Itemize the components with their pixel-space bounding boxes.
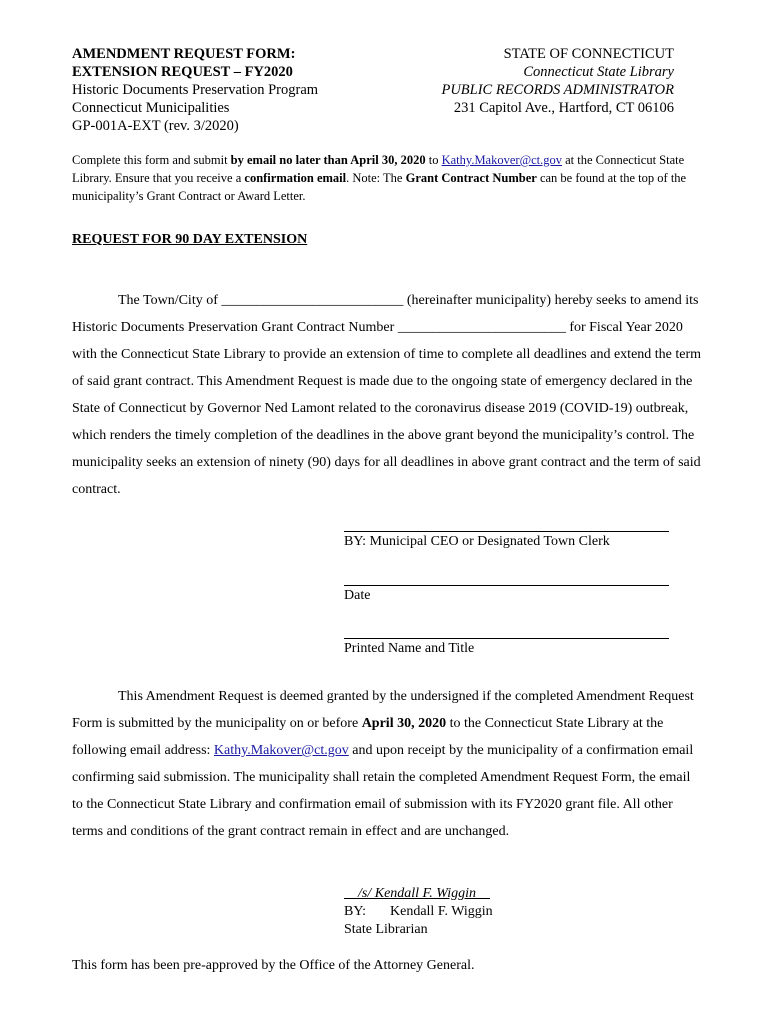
date-line[interactable] (344, 585, 669, 586)
instructions-text: Complete this form and submit (72, 153, 231, 167)
form-subtitle: EXTENSION REQUEST – FY2020 (72, 64, 293, 80)
granted-paragraph (72, 683, 702, 845)
by-label: BY: (344, 904, 367, 919)
paragraph-text: This Amendment Request is deemed granted by the undersigned if the completed Amendment Request Form is submitted by the municipality on or before (72, 689, 694, 731)
ceo-signature-label: BY: Municipal CEO or Designated Town Clerk (344, 534, 610, 549)
section-title: REQUEST FOR 90 DAY EXTENSION (72, 232, 308, 247)
agency-address: 231 Capitol Ave., Hartford, CT 06106 (453, 100, 674, 116)
paragraph-text: to the Connecticut State Library at the following email address: (72, 716, 664, 758)
signature-text: /s/ Kendall F. Wiggin (358, 886, 476, 901)
printed-name-label: Printed Name and Title (344, 641, 475, 656)
municipalities-label: Connecticut Municipalities (72, 100, 230, 116)
paragraph-text: (hereinafter municipality) hereby seeks to amend its Historic Documents Preservation Grant Contract Number (72, 293, 699, 335)
paragraph-text: for Fiscal Year 2020 with the Connecticut State Library to provide an extension of time to complete all deadlines and extend the term of said grant contract. This Amendment Request is made due to the ongoing state of emergency declared in the State of Connecticut by Governor Ned Lamont related to the coronavirus disease 2019 (COVID-19) outbreak, which renders the timely completion of the deadlines in the above grant beyond the municipality’s control. The municipality seeks an extension of ninety (90) days for all deadlines in above grant contract and the term of said contract. (72, 320, 702, 497)
footer-note: This form has been pre-approved by the Office of the Attorney General. (72, 958, 475, 973)
deadline-text: by email no later than April 30, 2020 (230, 153, 426, 167)
signer-name: Kendall F. Wiggin (390, 904, 493, 919)
printed-name-line[interactable] (344, 638, 669, 639)
instructions-text: . Note: The (346, 171, 406, 185)
instructions-text: to (425, 153, 442, 167)
ceo-signature-line[interactable] (344, 531, 669, 532)
confirmation-email-text: confirmation email (244, 171, 347, 185)
form-code: GP-001A-EXT (rev. 3/2020) (72, 118, 239, 134)
instructions-text: can be found at the top of the municipality’s Grant Contract or Award Letter. (72, 171, 687, 203)
instructions-text: at the Connecticut State Library. Ensure that you receive a (72, 153, 685, 185)
request-paragraph (72, 287, 702, 503)
program-name: Historic Documents Preservation Program (72, 82, 319, 98)
date-label: Date (344, 588, 371, 603)
paragraph-text: and upon receipt by the municipality of a confirmation email confirming said submission. The municipality shall retain the completed Amendment Request Form, the email to the Connecticut State Library and confirmation email of submission with its FY2020 grant file. All other terms and conditions of the grant contract remain in effect and are unchanged. (72, 743, 694, 839)
state-name: STATE OF CONNECTICUT (503, 46, 674, 62)
instructions (72, 151, 702, 205)
signature (344, 885, 493, 903)
email-link[interactable]: Kathy.Makover@ct.gov (441, 153, 562, 167)
email-link[interactable]: Kathy.Makover@ct.gov (213, 743, 349, 758)
signer-title: State Librarian (344, 922, 428, 937)
library-name: Connecticut State Library (523, 64, 674, 80)
form-header (72, 45, 318, 135)
grant-contract-number-text: Grant Contract Number (405, 171, 537, 185)
form-title: AMENDMENT REQUEST FORM: (72, 46, 296, 62)
town-city-blank[interactable]: __________________________ (221, 293, 404, 308)
deadline-date: April 30, 2020 (361, 716, 447, 731)
administrator-title: PUBLIC RECORDS ADMINISTRATOR (441, 82, 674, 98)
grant-contract-number-blank[interactable]: ________________________ (397, 320, 566, 335)
signer-row (344, 903, 493, 921)
agency-header (441, 45, 674, 117)
paragraph-text: The Town/City of (118, 293, 222, 308)
librarian-signature-block (344, 885, 493, 939)
